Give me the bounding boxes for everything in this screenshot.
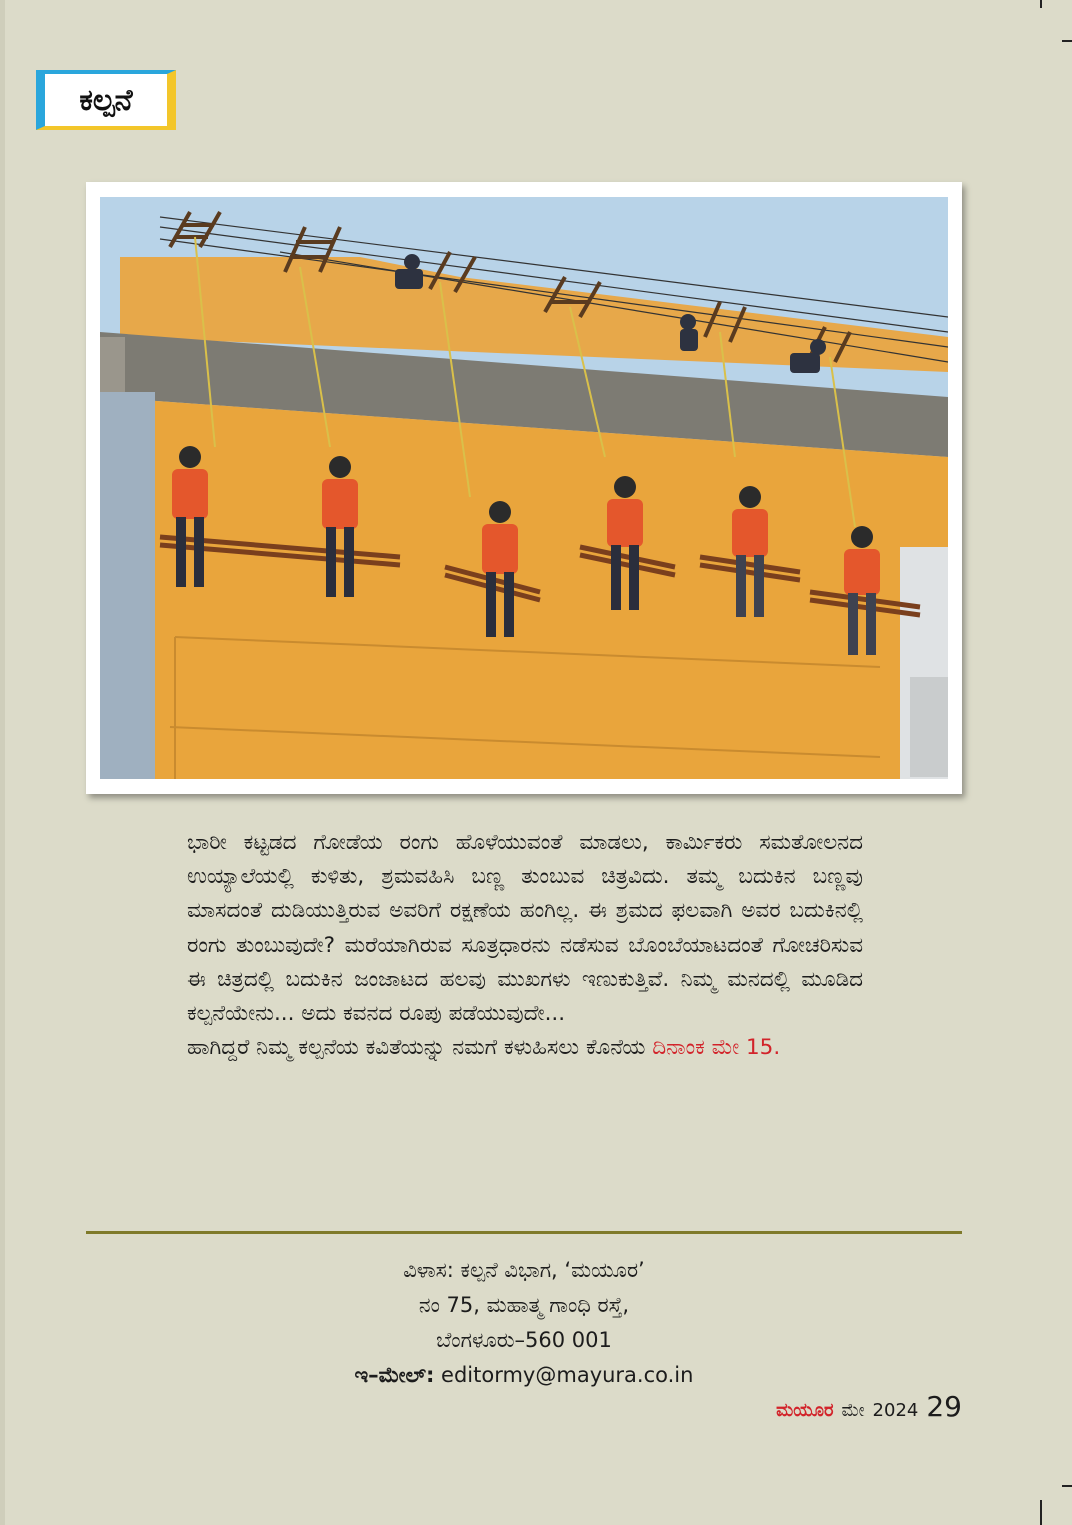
crop-mark-side-top [1062, 40, 1072, 42]
address-line-2: ನಂ 75, ಮಹಾತ್ಮ ಗಾಂಧಿ ರಸ್ತೆ, [418, 1293, 630, 1317]
crop-mark-top [1040, 0, 1042, 8]
article-body [187, 826, 863, 1065]
issue-month: ಮೇ [841, 1400, 865, 1421]
crop-mark-side-bottom [1062, 1485, 1072, 1487]
body-paragraph-1: ಭಾರೀ ಕಟ್ಟಡದ ಗೋಡೆಯ ರಂಗು ಹೊಳೆಯುವಂತೆ ಮಾಡಲು, ಕಾರ್ಮಿಕರು ಸಮತೋಲನದ ಉಯ್ಯಾಲೆಯಲ್ಲಿ ಕುಳಿತು, ಶ್ರಮವಹಿಸಿ ಬಣ್ಣ ತುಂಬುವ ಚಿತ್ರವಿದು. ತಮ್ಮ ಬದುಕಿನ ಬಣ್ಣವು ಮಾಸದಂತೆ ದುಡಿಯುತ್ತಿರುವ ಅವರಿಗೆ ರಕ್ಷಣೆಯ ಹಂಗಿಲ್ಲ. ಈ ಶ್ರಮದ ಫಲವಾಗಿ ಅವರ ಬದುಕಿನಲ್ಲಿ ರಂಗು ತುಂಬುವುದೇ? ಮರೆಯಾಗಿರುವ ಸೂತ್ರಧಾರನು ನಡೆಸುವ ಬೊಂಬೆಯಾಟದಂತೆ ಗೋಚರಿಸುವ ಈ ಚಿತ್ರದಲ್ಲಿ ಬದುಕಿನ ಜಂಜಾಟದ ಹಲವು ಮುಖಗಳು ಇಣುಕುತ್ತಿವೆ. ನಿಮ್ಮ ಮನದಲ್ಲಿ ಮೂಡಿದ ಕಲ್ಪನೆಯೇನು... ಅದು ಕವನದ ರೂಪು ಪಡೆಯುವುದೇ... [187, 830, 863, 1027]
email-line [200, 1358, 848, 1393]
workers-painting-photo [100, 197, 948, 779]
body-paragraph-2 [187, 1031, 863, 1065]
deadline-text: ದಿನಾಂಕ ಮೇ 15. [652, 1035, 781, 1061]
address-line-1: ವಿಳಾಸ: ಕಲ್ಪನೆ ವಿಭಾಗ, ‘ಮಯೂರ’ [403, 1258, 645, 1282]
issue-year: 2024 [872, 1400, 919, 1421]
crop-mark-bottom [1040, 1500, 1042, 1525]
section-divider [86, 1231, 962, 1234]
body-paragraph-2-text: ಹಾಗಿದ್ದರೆ ನಿಮ್ಮ ಕಲ್ಪನೆಯ ಕವಿತೆಯನ್ನು ನಮಗೆ ಕಳುಹಿಸಲು ಕೊನೆಯ [187, 1035, 646, 1061]
section-title: ಕಲ್ಪನೆ [79, 82, 133, 118]
address-line-3: ಬೆಂಗಳೂರು–560 001 [436, 1328, 612, 1352]
address-block [200, 1253, 848, 1393]
photo-frame [86, 182, 962, 794]
page-footer [776, 1390, 962, 1423]
email-link[interactable]: editormy@mayura.co.in [441, 1363, 694, 1387]
page-number: 29 [926, 1390, 962, 1423]
magazine-logo: ಮಯೂರ [776, 1400, 834, 1421]
page-edge [0, 0, 5, 1525]
section-title-tag [36, 70, 176, 130]
email-label: ಇ–ಮೇಲ್: [354, 1363, 435, 1387]
